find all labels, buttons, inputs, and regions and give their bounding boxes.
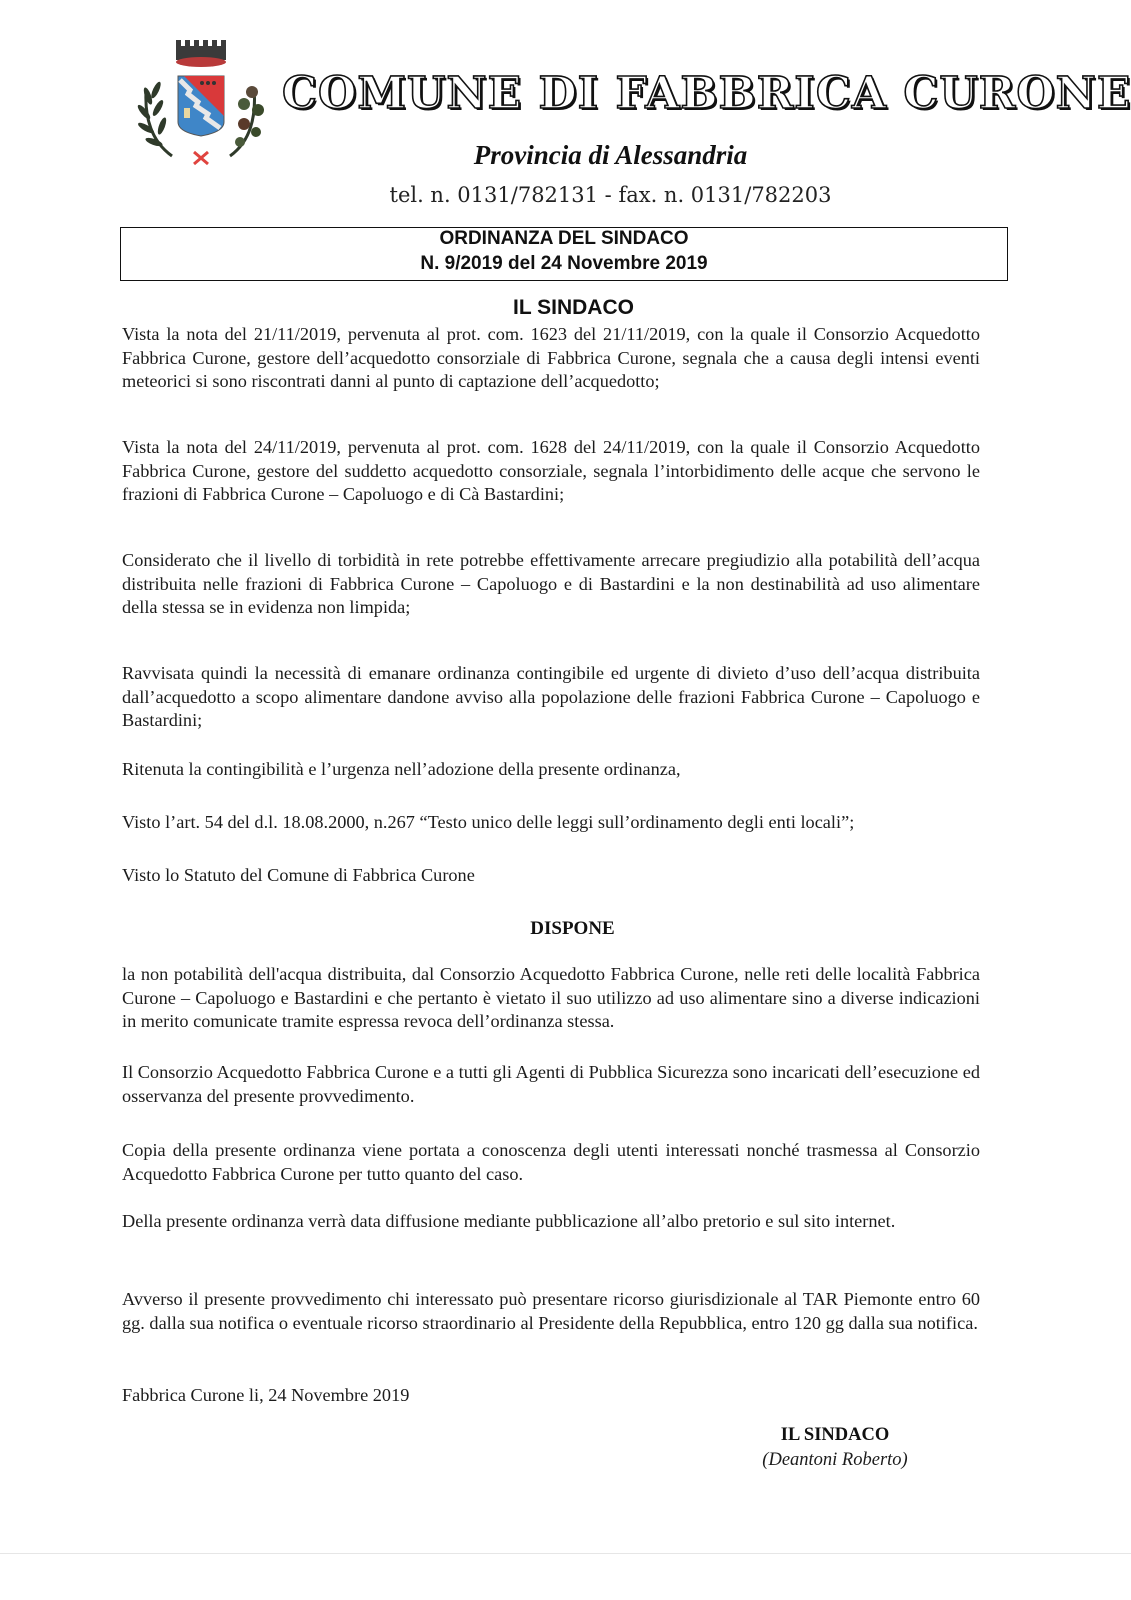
provision-paragraph: Avverso il presente provvedimento chi interessato può presentare ricorso giurisdizionale al TAR Piemonte entro 60 gg. dalla sua notifica o eventuale ricorso straordinario al Presidente della Repubblica, entro 120 gg dalla sua notifica. xyxy=(122,1289,980,1333)
premise-paragraph: Vista la nota del 24/11/2019, pervenuta al prot. com. 1628 del 24/11/2019, con la quale il Consorzio Acquedotto Fabbrica Curone, gestore del suddetto acquedotto consorziale, segnala l’intorbidimento delle acque che servono le frazioni di Fabbrica Curone – Capoluogo e di Cà Bastardini; xyxy=(122,437,980,504)
shield-icon xyxy=(178,76,224,136)
place-and-date: Fabbrica Curone li, 24 Novembre 2019 xyxy=(122,1385,410,1405)
ordinance-title: ORDINANZA DEL SINDACO xyxy=(439,228,689,249)
signatory-name: (Deantoni Roberto) xyxy=(762,1450,908,1470)
ordinance-number-date: N. 9/2019 del 24 Novembre 2019 xyxy=(420,253,708,274)
section-heading-dispone: DISPONE xyxy=(530,918,615,939)
premise-paragraph: Visto lo Statuto del Comune di Fabbrica Curone xyxy=(122,865,475,885)
municipality-name: COMUNE DI FABBRICA CURONE xyxy=(282,68,1131,119)
province-name: Provincia di Alessandria xyxy=(473,140,748,170)
provision-paragraph: la non potabilità dell'acqua distribuita, dal Consorzio Acquedotto Fabbrica Curone, nelle reti delle località Fabbrica Curone – Capoluogo e Bastardini e che pertanto è vietato il suo utilizzo ad uso alimentare sino a diverse indicazioni in merito comunicate tramite espressa revoca dell’ordinanza stessa. xyxy=(122,964,980,1031)
crown-icon xyxy=(176,40,226,67)
premise-paragraph: Visto l’art. 54 del d.l. 18.08.2000, n.267 “Testo unico delle leggi sull’ordinamento degli enti locali”; xyxy=(122,812,855,832)
page-edge-divider xyxy=(0,1553,1131,1554)
ordinance-title-box xyxy=(120,227,1008,281)
provision-paragraph: Della presente ordinanza verrà data diffusione mediante pubblicazione all’albo pretorio e sul sito internet. xyxy=(122,1211,896,1231)
premise-paragraph: Ritenuta la contingibilità e l’urgenza nell’adozione della presente ordinanza, xyxy=(122,759,681,779)
premise-paragraph: Ravvisata quindi la necessità di emanare ordinanza contingibile ed urgente di divieto d’uso dell’acqua distribuita dall’acquedotto a scopo alimentare dandone avviso alla popolazione delle frazioni Fabbrica Curone – Capoluogo e Bastardini; xyxy=(122,663,980,730)
section-heading-il-sindaco: IL SINDACO xyxy=(513,296,634,319)
provision-paragraph: Copia della presente ordinanza viene portata a conoscenza degli utenti interessati nonché trasmessa al Consorzio Acquedotto Fabbrica Curone per tutto quanto del caso. xyxy=(122,1140,980,1184)
signatory-title: IL SINDACO xyxy=(780,1425,890,1445)
provision-paragraph: Il Consorzio Acquedotto Fabbrica Curone e a tutti gli Agenti di Pubblica Sicurezza sono incaricati dell’esecuzione ed osservanza del presente provvedimento. xyxy=(122,1062,980,1106)
premise-paragraph: Vista la nota del 21/11/2019, pervenuta al prot. com. 1623 del 21/11/2019, con la quale il Consorzio Acquedotto Fabbrica Curone, gestore dell’acquedotto consorziale di Fabbrica Curone, segnala che a causa degli intensi eventi meteorici si sono riscontrati danni al punto di captazione dell’acquedotto; xyxy=(122,324,980,391)
premise-paragraph: Considerato che il livello di torbidità in rete potrebbe effettivamente arrecare pregiudizio alla potabilità dell’acqua distribuita nelle frazioni di Fabbrica Curone – Capoluogo e di Bastardini e la non destinabilità ad uso alimentare della stessa se in evidenza non limpida; xyxy=(122,550,980,617)
contact-numbers: tel. n. 0131/782131 - fax. n. 0131/782203 xyxy=(389,183,832,207)
